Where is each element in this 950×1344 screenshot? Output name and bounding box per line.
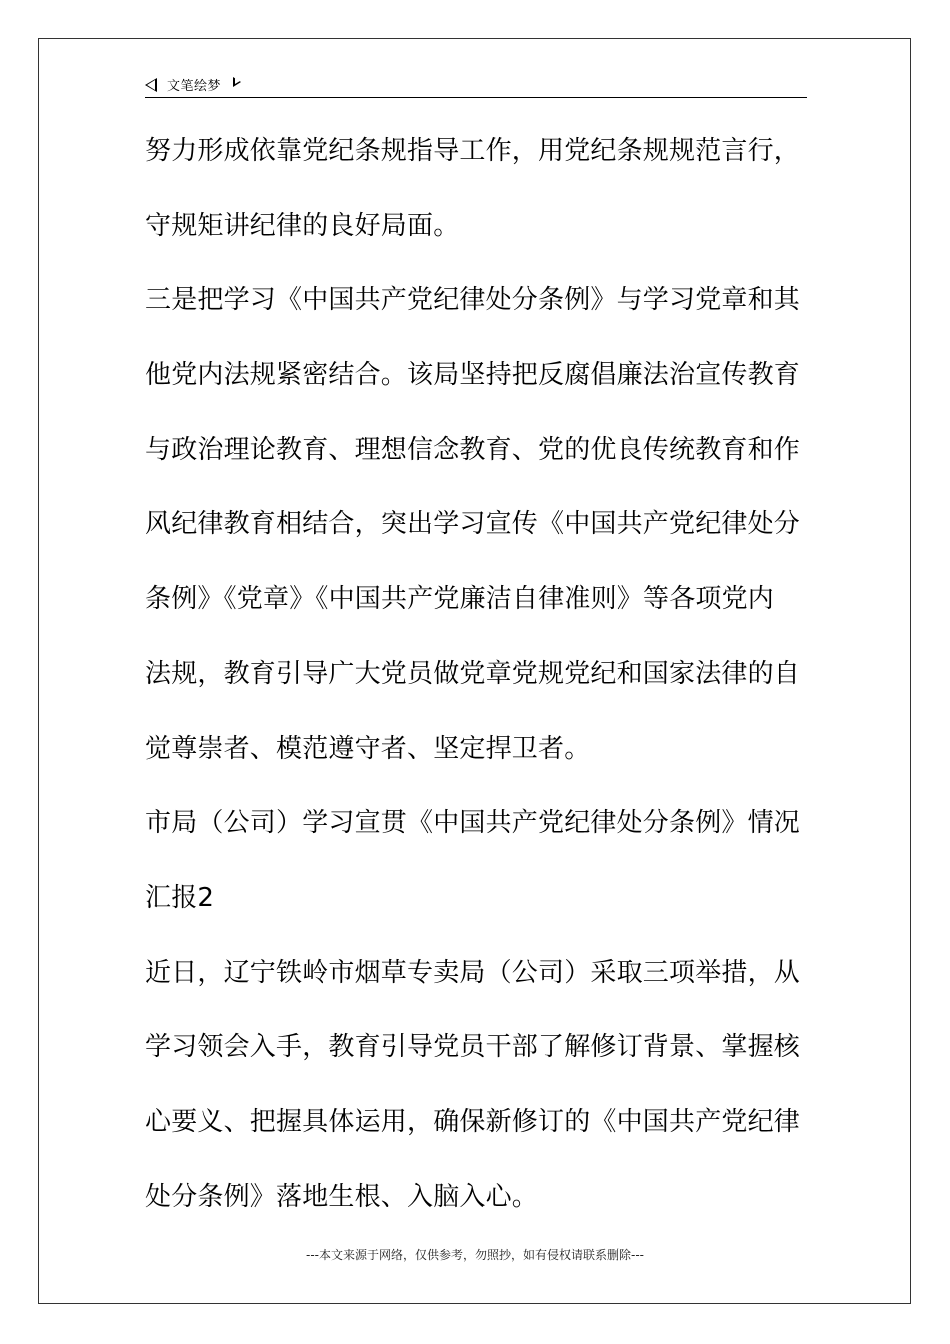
triangle-right-icon [233, 77, 241, 87]
header-title: 文笔绘梦 [167, 79, 222, 94]
document-body [145, 114, 810, 1234]
section-title-line: 市局（公司）学习宣贯《中国共产党纪律处分条例》情况 [145, 808, 801, 839]
text-line: 与政治理论教育、理想信念教育、党的优良传统教育和作 [145, 434, 801, 465]
text-line: 他党内法规紧密结合。该局坚持把反腐倡廉法治宣传教育 [145, 360, 801, 391]
text-line: 努力形成依靠党纪条规指导工作，用党纪条规规范言行， [145, 136, 801, 166]
text-line: 条例》《党章》《中国共产党廉洁自律准则》等各项党内 [145, 584, 775, 615]
section-title-line: 汇报2 [145, 882, 215, 913]
text-line: 觉尊崇者、模范遵守者、坚定捍卫者。 [145, 733, 591, 764]
triangle-left-icon [145, 78, 157, 92]
footer-disclaimer: ---本文来源于网络，仅供参考，勿照抄，如有侵权请联系删除--- [306, 1248, 644, 1262]
text-line: 处分条例》落地生根、入脑入心。 [145, 1181, 539, 1212]
text-line: 三是把学习《中国共产党纪律处分条例》与学习党章和其 [145, 285, 801, 316]
text-line: 学习领会入手，教育引导党员干部了解修订背景、掌握核 [145, 1032, 801, 1063]
text-line: 守规矩讲纪律的良好局面。 [145, 210, 460, 241]
text-line: 风纪律教育相结合，突出学习宣传《中国共产党纪律处分 [145, 509, 801, 540]
text-line: 法规，教育引导广大党员做党章党规党纪和国家法律的自 [145, 658, 801, 689]
page-header [145, 72, 807, 98]
text-line: 心要义、把握具体运用，确保新修订的《中国共产党纪律 [145, 1106, 801, 1137]
text-line: 近日，辽宁铁岭市烟草专卖局（公司）采取三项举措，从 [145, 957, 801, 988]
